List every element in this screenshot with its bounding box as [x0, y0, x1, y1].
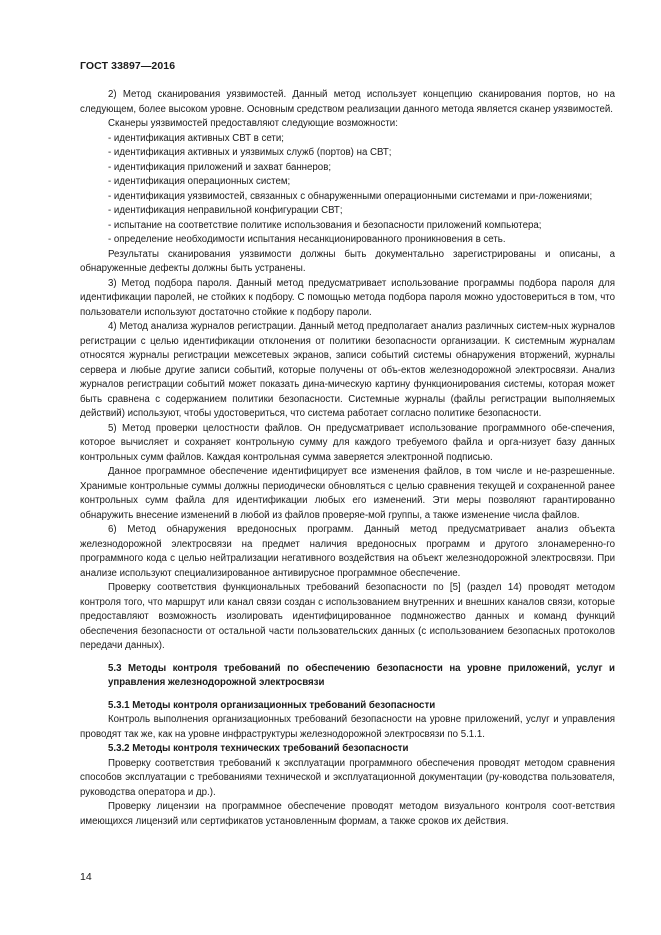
paragraph-log-analysis: 4) Метод анализа журналов регистрации. Данный метод предполагает анализ различных систем-ных журналов регистрации с целью идентификации отклонения от политики безопасности организации. К системным журналам относятся журналы регистрации межсетевых экранов, записи событий системы обнаружения вторжений, журналы сервера и любые другие записи событий, которые получены от объ-ектов железнодорожной электросвязи. Анализ журналов регистрации событий может показать дина-мическую картину функционирования системы, которая может быть сравнена с содержанием политики безопасности. Системные журналы (файлы регистрации выполняемых действий) используют, чтобы удостовериться, что система работает согласно политике безопасности. — [80, 321, 615, 419]
section-5-3-2-heading: 5.3.2 Методы контроля технических требований безопасности — [108, 743, 409, 754]
paragraph-software-operation-check: Проверку соответствия требований к эксплуатации программного обеспечения проводят методом сравнения способов эксплуатации с требованиями технической и эксплуатационной документации (ру-ководства пользователя, руководства оператора и др.). — [80, 757, 615, 798]
list-item: - идентификация активных и уязвимых служб (портов) на СВТ; — [108, 147, 392, 158]
paragraph-organizational-control: Контроль выполнения организационных требований безопасности на уровне приложений, услуг и управления проводят так же, как на уровне инфраструктуры железнодорожной электросвязи по 5.1.1. — [80, 714, 615, 740]
document-body — [80, 88, 615, 829]
paragraph-license-check: Проверку лицензии на программное обеспечение проводят методом визуального контроля соот-ветствия имеющихся лицензий или сертификатов установленным формам, а также сроков их действия. — [80, 801, 615, 827]
page-number: 14 — [80, 871, 92, 883]
paragraph-functional-requirements: Проверку соответствия функциональных требований безопасности по [5] (раздел 14) проводят методом контроля того, что маршрут или канал связи создан с использованием внутренних и внешних каналов связи, которые предоставляют возможность изолировать идентифицированное подмножество данных и команд функций обеспечения безопасности от остальной части пользовательских данных (с использованием безопасных протоколов передачи данных). — [80, 582, 615, 651]
section-5-3-heading: 5.3 Методы контроля требований по обеспечению безопасности на уровне приложений, услуг и управления железнодорожной электросвязи — [108, 662, 615, 688]
paragraph-file-integrity: 5) Метод проверки целостности файлов. Он предусматривает использование программного обе-спечения, которое вычисляет и сохраняет контрольную сумму для каждого требуемого файла и орга-низует базу данных контрольных сумм файлов. Каждая контрольная сумма заверяется электронной подписью. — [80, 422, 615, 463]
paragraph-file-changes: Данное программное обеспечение идентифицирует все изменения файлов, в том числе и не-разрешенные. Хранимые контрольные суммы должны периодически обновляться с целью сравнения текущей и сохраненной ранее контрольных сумм файла для идентификации любых его изменений. Эти меры позволяют гарантированно обнаружить внесение изменений в любой из файлов проверяе-мой группы, а также изменение числа файлов. — [80, 466, 615, 521]
paragraph-malware-detection: 6) Метод обнаружения вредоносных программ. Данный метод предусматривает анализ объекта железнодорожной электросвязи на предмет наличия вредоносных программ и другого злонамеренно-го программного кода с целью нейтрализации негативного воздействия на объект железнодорожной электросвязи. При анализе используют специализированное антивирусное программное обеспечение. — [80, 524, 615, 579]
section-5-3-1-heading: 5.3.1 Методы контроля организационных требований безопасности — [108, 699, 436, 711]
list-item: - идентификация неправильной конфигурации СВТ; — [108, 205, 343, 216]
list-item: - идентификация операционных систем; — [108, 176, 291, 187]
list-item: - идентификация активных СВТ в сети; — [108, 132, 284, 144]
paragraph-password-method: 3) Метод подбора пароля. Данный метод предусматривает использование программы подбора пароля для идентификации паролей, не стойких к подбору. С помощью метода подбора пароля можно удостовериться в том, что пользователи используют достаточно стойкие к подбору пароли. — [80, 277, 615, 318]
paragraph-scan-results: Результаты сканирования уязвимости должны быть документально зарегистрированы и описаны, а обнаруженные дефекты должны быть устранены. — [80, 248, 615, 274]
document-code-header: ГОСТ 33897—2016 — [80, 60, 176, 72]
paragraph-scanner-capabilities: Сканеры уязвимостей предоставляют следующие возможности: — [108, 118, 398, 129]
list-item: - идентификация уязвимостей, связанных с обнаруженными операционными системами и при-ложениями; — [108, 190, 593, 202]
list-item: - идентификация приложений и захват баннеров; — [108, 161, 332, 173]
paragraph-vulnerability-scanning: 2) Метод сканирования уязвимостей. Данный метод использует концепцию сканирования портов, но на следующем, более высоком уровне. Основным средством реализации данного метода является сканер уязвимостей. — [80, 89, 615, 115]
list-item: - испытание на соответствие политике использования и безопасности приложений компьютера; — [108, 219, 542, 231]
list-item: - определение необходимости испытания несанкционированного проникновения в сеть. — [108, 234, 506, 245]
